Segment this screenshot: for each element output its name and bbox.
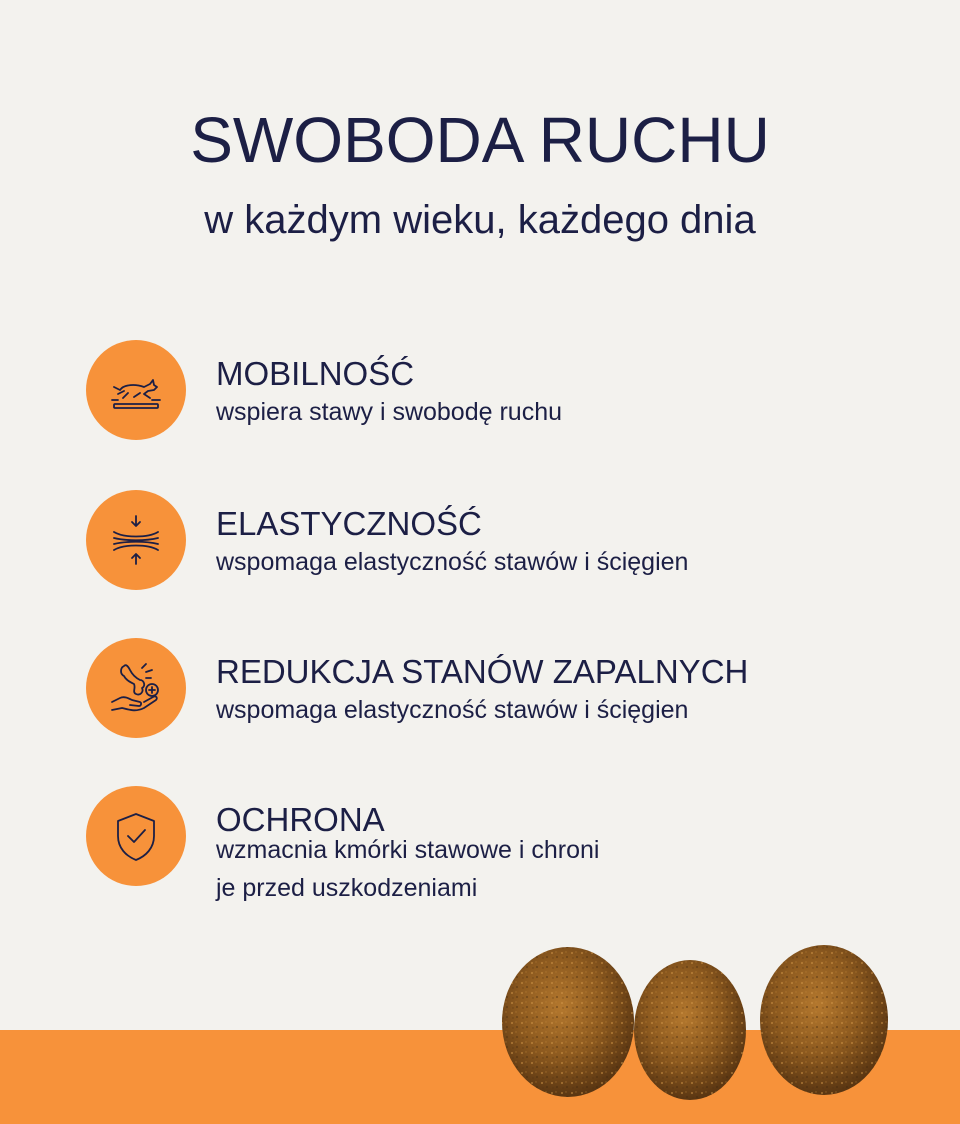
joint-care-hand-icon <box>86 638 186 738</box>
feature-description: wzmacnia kmórki stawowe i chroni <box>216 836 600 864</box>
shield-check-icon <box>86 786 186 886</box>
feature-mobility <box>86 340 886 450</box>
flex-compression-icon <box>86 490 186 590</box>
feature-title: REDUKCJA STANÓW ZAPALNYCH <box>216 653 749 690</box>
feature-description: wspomaga elastyczność stawów i ścięgien <box>216 696 689 724</box>
feature-protection <box>86 786 886 902</box>
feature-description: wspiera stawy i swobodę ruchu <box>216 398 562 426</box>
bottom-accent-bar <box>0 1030 960 1124</box>
feature-inflammation <box>86 638 886 748</box>
feature-title: ELASTYCZNOŚĆ <box>216 505 482 542</box>
page-subtitle: w każdym wieku, każdego dnia <box>204 198 756 242</box>
feature-title: MOBILNOŚĆ <box>216 355 415 392</box>
page-title: SWOBODA RUCHU <box>190 104 770 176</box>
feature-title: OCHRONA <box>216 801 385 838</box>
feature-description: wspomaga elastyczność stawów i ścięgien <box>216 548 689 576</box>
feature-elasticity <box>86 490 886 600</box>
running-dog-icon <box>86 340 186 440</box>
feature-description-line2: je przed uszkodzeniami <box>216 874 478 902</box>
